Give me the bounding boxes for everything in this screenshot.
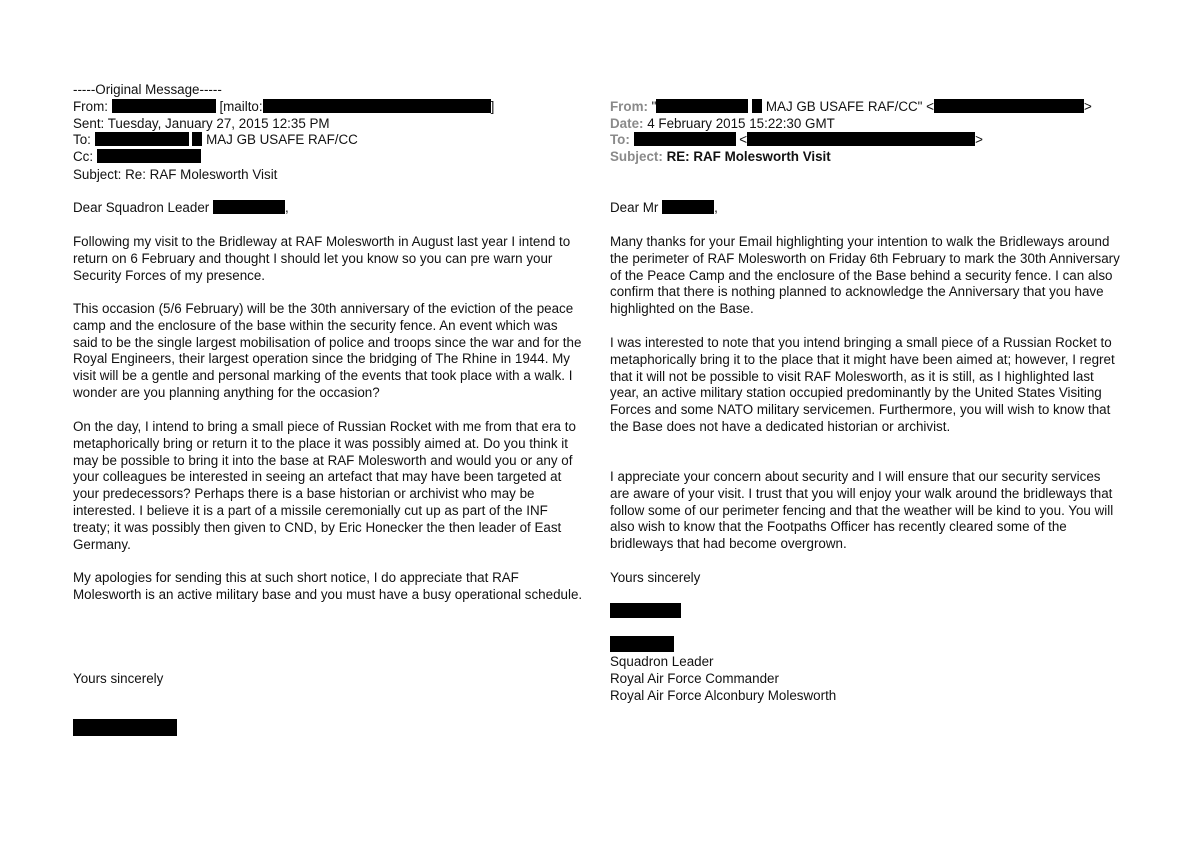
to-line (610, 132, 983, 149)
redacted-block (662, 200, 714, 214)
salutation-text: Dear Mr (610, 200, 659, 215)
from-label: From: (73, 99, 108, 114)
redacted-block (112, 99, 216, 113)
to-name: MAJ GB USAFE RAF/CC (202, 132, 358, 147)
original-message-header: -----Original Message----- (73, 82, 222, 97)
subject-value: RE: RAF Molesworth Visit (666, 149, 831, 164)
mailto-close: ] (490, 99, 495, 114)
date-line (610, 116, 835, 133)
signature-title: Squadron Leader (610, 654, 714, 669)
redacted-block (634, 132, 736, 146)
redacted-signature (610, 603, 681, 618)
paragraph: My apologies for sending this at such short notice, I do appreciate that RAF Molesworth is an active military base and you must have a busy operational schedule. (73, 570, 583, 602)
salutation-comma: , (714, 200, 718, 215)
subject-label: Subject: (610, 149, 663, 164)
redacted-block (752, 99, 762, 113)
redacted-signature (73, 719, 177, 736)
redacted-block (95, 132, 189, 146)
redacted-block (934, 99, 1084, 113)
from-name: MAJ GB USAFE RAF/CC" < (762, 99, 934, 114)
paragraph: On the day, I intend to bring a small piece of Russian Rocket with me from that era to metaphorically bring or return it to the place it was possibly aimed at. Do you think it may be possible to bring it into the base at RAF Molesworth and would you or any of your colleagues be interested in seeing an artefact that may have been targeted at your predecessors? Perhaps there is a base historian or archivist who may be interested. I believe it is a part of a missile ceremonially cut up as part of the INF treaty; it was possibly then given to CND, by Eric Honecker the then leader of East Germany. (73, 419, 576, 552)
redacted-block (656, 99, 748, 113)
subject-line: Subject: Re: RAF Molesworth Visit (73, 167, 278, 182)
paragraph: I appreciate your concern about security and I will ensure that our security services are aware of your visit. I trust that you will enjoy your walk around the bridleways that follow some of our perimeter fencing and that the weather will be kind to you. You will also wish to know that the Footpaths Officer has recently cleared some of the bridleways that had become overgrown. (610, 469, 1114, 552)
salutation (610, 200, 718, 217)
redacted-block (263, 99, 491, 113)
signature-role: Royal Air Force Commander (610, 671, 779, 686)
redacted-block (213, 200, 285, 214)
paragraph: Many thanks for your Email highlighting your intention to walk the Bridleways around the perimeter of RAF Molesworth on Friday 6th February to mark the 30th Anniversary of the Peace Camp and the enclosure of the Base behind a security fence. I can also confirm that there is nothing planned to acknowledge the Anniversary that you have highlighted on the Base. (610, 234, 1120, 317)
to-close: > (975, 132, 983, 147)
closing: Yours sincerely (73, 671, 164, 686)
cc-line (73, 149, 201, 166)
redacted-name (610, 636, 674, 652)
sent-line: Sent: Tuesday, January 27, 2015 12:35 PM (73, 116, 330, 131)
to-line (73, 132, 358, 149)
redacted-block (97, 149, 201, 163)
to-label: To: (73, 132, 91, 147)
subject-line (610, 149, 831, 166)
signature-unit: Royal Air Force Alconbury Molesworth (610, 688, 837, 703)
paragraph: Following my visit to the Bridleway at RAF Molesworth in August last year I intend to return on 6 February and thought I should let you know so you can pre warn your Security Forces of my presence. (73, 234, 571, 283)
from-close: > (1083, 99, 1092, 114)
from-line (610, 99, 1092, 116)
salutation-comma: , (284, 200, 289, 215)
closing: Yours sincerely (610, 570, 701, 585)
to-open: < (739, 132, 748, 147)
salutation-text: Dear Squadron Leader (73, 200, 210, 215)
redacted-block (192, 132, 202, 146)
from-label: From: (610, 99, 648, 114)
from-quote: " (651, 99, 657, 114)
from-line (73, 99, 494, 116)
mailto-open: [mailto: (219, 99, 263, 114)
paragraph: This occasion (5/6 February) will be the 30th anniversary of the eviction of the peace camp and the enclosure of the base within the security fence. An event which was said to be the single largest mobilisation of police and troops since the war and for the Royal Engineers, their largest operation since the bridging of The Rhine in 1944. My visit will be a gentle and personal marking of the events that took place with a walk. I wonder are you planning anything for the occasion? (73, 301, 582, 400)
cc-label: Cc: (73, 149, 94, 164)
salutation (73, 200, 289, 217)
date-label: Date: (610, 116, 644, 131)
redacted-block (747, 132, 975, 146)
date-value: 4 February 2015 15:22:30 GMT (647, 116, 835, 131)
to-label: To: (610, 132, 630, 147)
paragraph: I was interested to note that you intend bringing a small piece of a Russian Rocket to metaphorically bring it to the place that it might have been aimed at; however, I regret that it will not be possible to visit RAF Molesworth, as it is still, as I highlighted last year, an active military station occupied predominantly by the United States Visiting Forces and some NATO military servicemen. Furthermore, you will wish to know that the Base does not have a dedicated historian or archivist. (610, 335, 1115, 434)
